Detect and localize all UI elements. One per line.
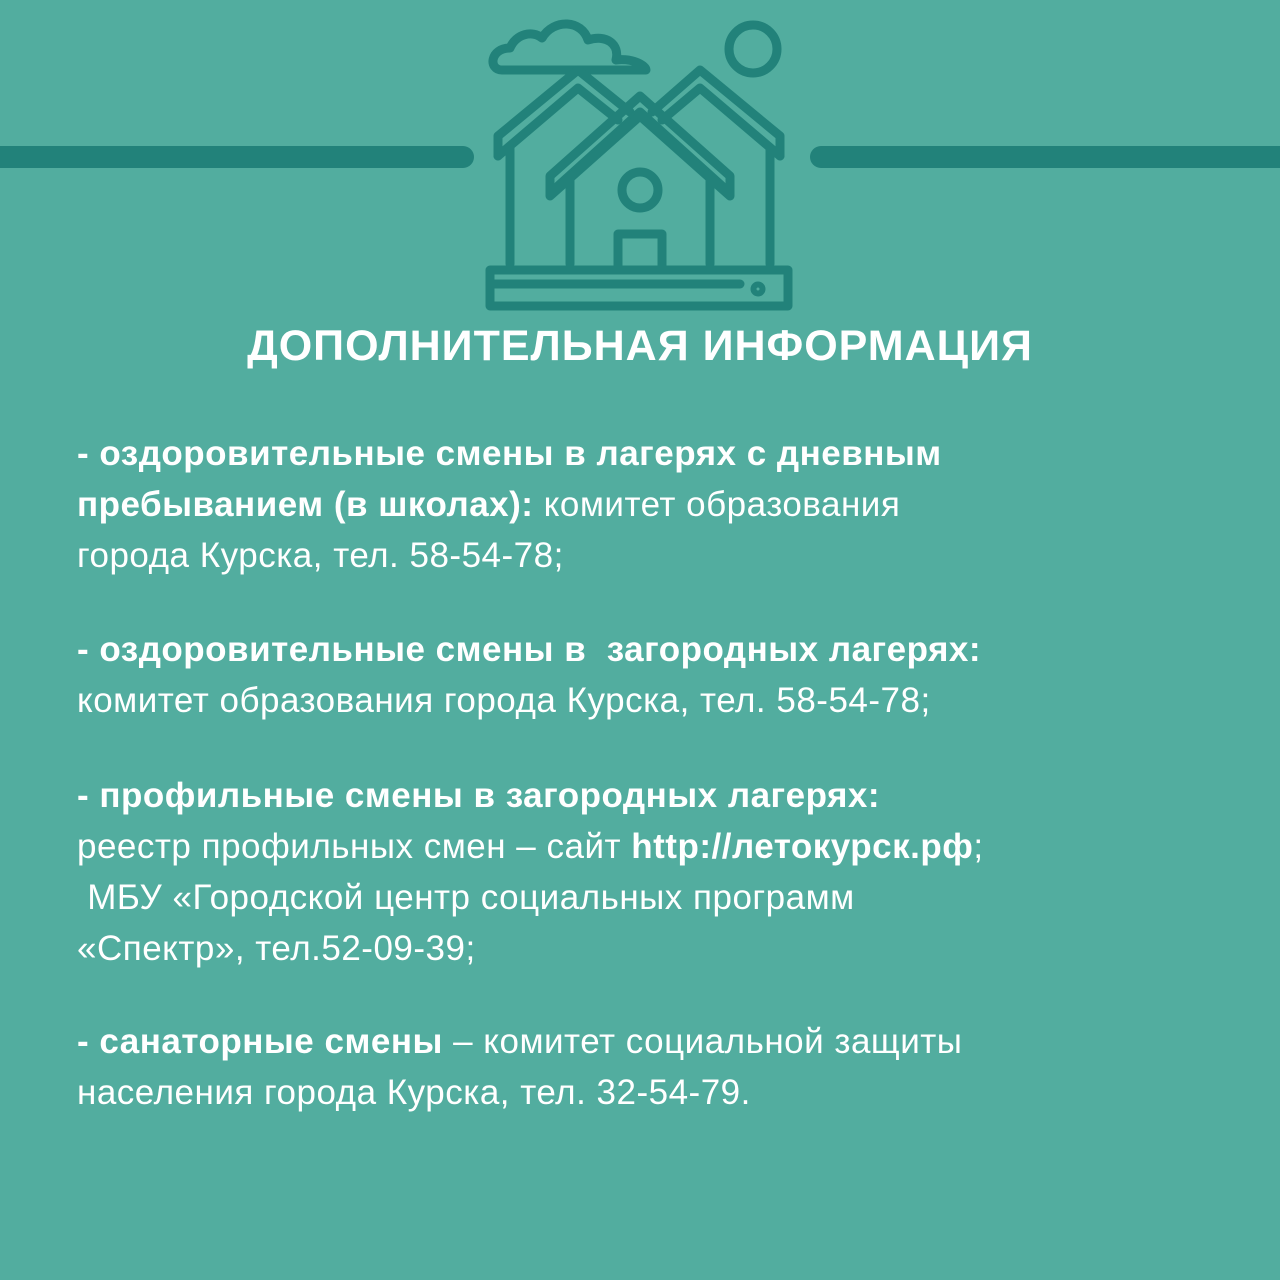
list-item xyxy=(77,624,1257,726)
entry-title: - оздоровительные смены в загородных лагерях: xyxy=(77,630,982,669)
entry-text: комитет образования xyxy=(533,485,901,524)
entry-title: - профильные смены в загородных лагерях: xyxy=(77,776,881,815)
entry-text: населения города Курска, тел. 32-54-79. xyxy=(77,1073,751,1112)
window-icon xyxy=(622,172,658,208)
entry-text: ; xyxy=(973,827,984,866)
entry-text: «Спектр», тел.52-09-39; xyxy=(77,929,476,968)
entry-text: реестр профильных смен – сайт xyxy=(77,827,632,866)
entry-text: города Курска, тел. 58-54-78; xyxy=(77,536,564,575)
website-link[interactable]: http://летокурск.рф xyxy=(631,827,974,866)
cloud-icon xyxy=(493,24,646,70)
divider-right xyxy=(810,146,1280,168)
entry-text: комитет образования города Курска, тел. 58-54-78; xyxy=(77,681,931,720)
houses-with-cloud-and-sun-icon xyxy=(470,8,810,320)
list-item xyxy=(77,770,1257,974)
list-item xyxy=(77,428,1257,581)
entry-text: – комитет социальной защиты xyxy=(442,1022,963,1061)
door xyxy=(618,234,662,270)
entry-text: МБУ «Городской центр социальных программ xyxy=(77,878,855,917)
page-title: ДОПОЛНИТЕЛЬНАЯ ИНФОРМАЦИЯ xyxy=(247,322,1033,370)
entry-title: - оздоровительные смены в лагерях с дневным xyxy=(77,434,942,473)
sun-icon xyxy=(729,25,777,73)
divider-left xyxy=(0,146,474,168)
list-item xyxy=(77,1016,1257,1118)
entry-title: - санаторные смены xyxy=(77,1022,443,1061)
entry-title-cont: пребыванием (в школах): xyxy=(77,485,534,524)
